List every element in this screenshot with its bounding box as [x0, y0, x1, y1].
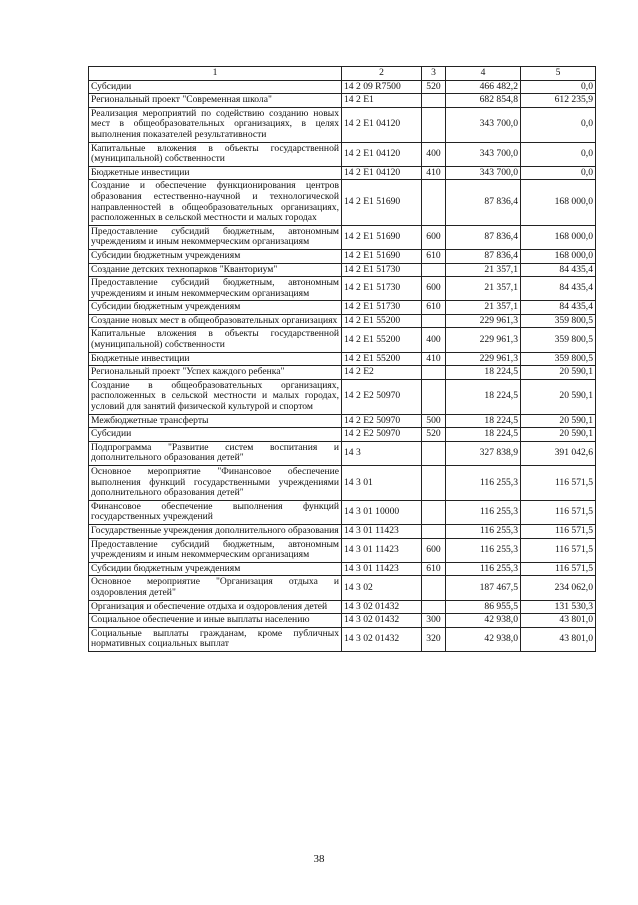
- table-row: [89, 576, 596, 600]
- row-name: Реализация мероприятий по содействию созданию новых мест в общеобразовательных организациях, в целях выполнения показателей результативности: [89, 107, 342, 142]
- table-row: [89, 166, 596, 180]
- row-value-year-1: 87 836,4: [446, 225, 521, 249]
- row-value-year-2: 20 590,1: [521, 428, 596, 442]
- row-value-year-2: 0,0: [521, 142, 596, 166]
- row-value-year-2: 359 800,5: [521, 328, 596, 352]
- row-expense-type: 520: [422, 428, 446, 442]
- row-name: Региональный проект "Успех каждого ребенка": [89, 366, 342, 380]
- row-code: 14 2 E1 55200: [342, 314, 422, 328]
- row-name: Субсидии: [89, 428, 342, 442]
- row-code: 14 3 01 10000: [342, 500, 422, 524]
- row-value-year-1: 116 255,3: [446, 562, 521, 576]
- row-expense-type: 600: [422, 225, 446, 249]
- header-col-4: 4: [446, 67, 521, 81]
- row-code: 14 3 01 11423: [342, 538, 422, 562]
- row-name: Межбюджетные трансферты: [89, 414, 342, 428]
- row-value-year-1: 18 224,5: [446, 414, 521, 428]
- row-name: Организация и обеспечение отдыха и оздоровления детей: [89, 600, 342, 614]
- row-name: Основное мероприятие "Организация отдыха и оздоровления детей": [89, 576, 342, 600]
- page-number: 38: [313, 853, 325, 865]
- table-row: [89, 379, 596, 414]
- row-name: Создание в общеобразовательных организациях, расположенных в сельской местности и малых городах, условий для занятий физической культурой и спортом: [89, 379, 342, 414]
- row-expense-type: 600: [422, 538, 446, 562]
- row-value-year-1: 343 700,0: [446, 107, 521, 142]
- row-value-year-2: 359 800,5: [521, 352, 596, 366]
- row-value-year-1: 682 854,8: [446, 94, 521, 108]
- row-name: Основное мероприятие "Финансовое обеспечение выполнения функций государственными учреждениями дополнительного образования детей": [89, 466, 342, 501]
- row-code: 14 2 E2 50970: [342, 428, 422, 442]
- row-code: 14 2 E1 04120: [342, 107, 422, 142]
- row-value-year-2: 612 235,9: [521, 94, 596, 108]
- row-name: Подпрограмма "Развитие систем воспитания и дополнительного образования детей": [89, 441, 342, 465]
- header-col-2: 2: [342, 67, 422, 81]
- row-value-year-1: 116 255,3: [446, 538, 521, 562]
- row-code: 14 3 01 11423: [342, 562, 422, 576]
- row-value-year-2: 116 571,5: [521, 466, 596, 501]
- row-value-year-2: 234 062,0: [521, 576, 596, 600]
- row-value-year-2: 116 571,5: [521, 524, 596, 538]
- table-row: [89, 80, 596, 94]
- row-value-year-2: 20 590,1: [521, 379, 596, 414]
- row-value-year-1: 18 224,5: [446, 428, 521, 442]
- row-expense-type: 600: [422, 277, 446, 301]
- row-value-year-2: 43 801,0: [521, 627, 596, 651]
- table-row: [89, 142, 596, 166]
- row-expense-type: 410: [422, 352, 446, 366]
- row-value-year-2: 84 435,4: [521, 277, 596, 301]
- table-row: [89, 627, 596, 651]
- row-value-year-1: 466 482,2: [446, 80, 521, 94]
- row-expense-type: 520: [422, 80, 446, 94]
- row-expense-type: [422, 500, 446, 524]
- row-expense-type: [422, 466, 446, 501]
- row-code: 14 2 E1 51730: [342, 263, 422, 277]
- row-code: 14 2 E1: [342, 94, 422, 108]
- row-value-year-2: 84 435,4: [521, 263, 596, 277]
- row-value-year-2: 20 590,1: [521, 366, 596, 380]
- row-value-year-2: 168 000,0: [521, 249, 596, 263]
- row-code: 14 2 E2 50970: [342, 379, 422, 414]
- row-expense-type: 300: [422, 614, 446, 628]
- table-row: [89, 314, 596, 328]
- table-row: [89, 277, 596, 301]
- row-value-year-1: 116 255,3: [446, 500, 521, 524]
- row-name: Бюджетные инвестиции: [89, 352, 342, 366]
- row-code: 14 3 02 01432: [342, 600, 422, 614]
- row-value-year-2: 0,0: [521, 166, 596, 180]
- row-expense-type: 400: [422, 142, 446, 166]
- row-expense-type: 410: [422, 166, 446, 180]
- row-value-year-2: 116 571,5: [521, 538, 596, 562]
- row-value-year-1: 21 357,1: [446, 301, 521, 315]
- row-value-year-1: 229 961,3: [446, 314, 521, 328]
- row-value-year-2: 43 801,0: [521, 614, 596, 628]
- row-code: 14 2 E1 04120: [342, 142, 422, 166]
- row-expense-type: 500: [422, 414, 446, 428]
- table-row: [89, 562, 596, 576]
- table-row: [89, 249, 596, 263]
- row-name: Создание детских технопарков "Кванториум": [89, 263, 342, 277]
- row-name: Социальное обеспечение и иные выплаты населению: [89, 614, 342, 628]
- table-row: [89, 263, 596, 277]
- table-row: [89, 107, 596, 142]
- row-value-year-2: 0,0: [521, 80, 596, 94]
- row-code: 14 3 01 11423: [342, 524, 422, 538]
- row-value-year-2: 116 571,5: [521, 500, 596, 524]
- row-code: 14 2 E1 51690: [342, 225, 422, 249]
- table-row: [89, 414, 596, 428]
- row-value-year-1: 42 938,0: [446, 627, 521, 651]
- table-row: [89, 352, 596, 366]
- row-value-year-1: 116 255,3: [446, 466, 521, 501]
- row-value-year-1: 87 836,4: [446, 249, 521, 263]
- row-value-year-1: 343 700,0: [446, 142, 521, 166]
- row-value-year-1: 116 255,3: [446, 524, 521, 538]
- row-value-year-1: 343 700,0: [446, 166, 521, 180]
- row-expense-type: 610: [422, 562, 446, 576]
- table-row: [89, 94, 596, 108]
- row-name: Предоставление субсидий бюджетным, автономным учреждениям и иным некоммерческим организациям: [89, 538, 342, 562]
- row-expense-type: [422, 524, 446, 538]
- row-code: 14 2 E1 04120: [342, 166, 422, 180]
- row-expense-type: 320: [422, 627, 446, 651]
- row-expense-type: [422, 314, 446, 328]
- row-name: Предоставление субсидий бюджетным, автономным учреждениям и иным некоммерческим организациям: [89, 277, 342, 301]
- row-value-year-2: 391 042,6: [521, 441, 596, 465]
- row-name: Капитальные вложения в объекты государственной (муниципальной) собственности: [89, 142, 342, 166]
- row-value-year-1: 21 357,1: [446, 263, 521, 277]
- row-value-year-1: 86 955,5: [446, 600, 521, 614]
- row-value-year-2: 0,0: [521, 107, 596, 142]
- row-code: 14 2 E1 51730: [342, 277, 422, 301]
- table-row: [89, 366, 596, 380]
- row-expense-type: [422, 94, 446, 108]
- row-code: 14 2 E1 51730: [342, 301, 422, 315]
- table-row: [89, 500, 596, 524]
- row-name: Финансовое обеспечение выполнения функций государственных учреждений: [89, 500, 342, 524]
- row-value-year-1: 87 836,4: [446, 180, 521, 225]
- row-expense-type: [422, 107, 446, 142]
- row-value-year-1: 229 961,3: [446, 352, 521, 366]
- row-expense-type: [422, 441, 446, 465]
- row-value-year-1: 21 357,1: [446, 277, 521, 301]
- row-value-year-1: 327 838,9: [446, 441, 521, 465]
- row-name: Субсидии бюджетным учреждениям: [89, 562, 342, 576]
- row-expense-type: [422, 600, 446, 614]
- header-col-3: 3: [422, 67, 446, 81]
- row-value-year-2: 131 530,3: [521, 600, 596, 614]
- table-header-row: [89, 67, 596, 81]
- table-row: [89, 328, 596, 352]
- row-name: Субсидии: [89, 80, 342, 94]
- row-name: Субсидии бюджетным учреждениям: [89, 249, 342, 263]
- row-code: 14 3 02: [342, 576, 422, 600]
- row-value-year-2: 116 571,5: [521, 562, 596, 576]
- row-code: 14 2 E1 51690: [342, 180, 422, 225]
- row-value-year-2: 168 000,0: [521, 180, 596, 225]
- row-expense-type: 610: [422, 249, 446, 263]
- row-value-year-1: 18 224,5: [446, 379, 521, 414]
- row-name: Социальные выплаты гражданам, кроме публичных нормативных социальных выплат: [89, 627, 342, 651]
- row-value-year-2: 168 000,0: [521, 225, 596, 249]
- row-code: 14 3 01: [342, 466, 422, 501]
- row-expense-type: [422, 366, 446, 380]
- row-code: 14 3 02 01432: [342, 627, 422, 651]
- row-name: Создание новых мест в общеобразовательных организациях: [89, 314, 342, 328]
- row-expense-type: [422, 576, 446, 600]
- row-name: Субсидии бюджетным учреждениям: [89, 301, 342, 315]
- table-row: [89, 441, 596, 465]
- row-value-year-2: 20 590,1: [521, 414, 596, 428]
- table-row: [89, 600, 596, 614]
- table-row: [89, 225, 596, 249]
- row-code: 14 2 E2 50970: [342, 414, 422, 428]
- table-row: [89, 428, 596, 442]
- table-row: [89, 180, 596, 225]
- row-expense-type: 400: [422, 328, 446, 352]
- row-name: Бюджетные инвестиции: [89, 166, 342, 180]
- row-value-year-2: 84 435,4: [521, 301, 596, 315]
- row-code: 14 2 E1 55200: [342, 328, 422, 352]
- row-value-year-1: 18 224,5: [446, 366, 521, 380]
- row-value-year-2: 359 800,5: [521, 314, 596, 328]
- header-col-1: 1: [89, 67, 342, 81]
- table-row: [89, 466, 596, 501]
- row-value-year-1: 229 961,3: [446, 328, 521, 352]
- table-row: [89, 538, 596, 562]
- table-row: [89, 301, 596, 315]
- row-name: Капитальные вложения в объекты государственной (муниципальной) собственности: [89, 328, 342, 352]
- row-name: Региональный проект "Современная школа": [89, 94, 342, 108]
- budget-table: [88, 66, 596, 652]
- row-name: Государственные учреждения дополнительного образования: [89, 524, 342, 538]
- row-expense-type: 610: [422, 301, 446, 315]
- row-value-year-1: 187 467,5: [446, 576, 521, 600]
- row-name: Предоставление субсидий бюджетным, автономным учреждениям и иным некоммерческим организациям: [89, 225, 342, 249]
- row-expense-type: [422, 263, 446, 277]
- row-code: 14 2 E1 51690: [342, 249, 422, 263]
- row-value-year-1: 42 938,0: [446, 614, 521, 628]
- row-code: 14 3: [342, 441, 422, 465]
- header-col-5: 5: [521, 67, 596, 81]
- row-code: 14 2 E2: [342, 366, 422, 380]
- row-code: 14 2 09 R7500: [342, 80, 422, 94]
- table-row: [89, 524, 596, 538]
- row-code: 14 3 02 01432: [342, 614, 422, 628]
- row-expense-type: [422, 180, 446, 225]
- row-name: Создание и обеспечение функционирования центров образования естественно-научной и технологической направленностей в общеобразовательных организациях, расположенных в сельской местности и малых городах: [89, 180, 342, 225]
- row-expense-type: [422, 379, 446, 414]
- row-code: 14 2 E1 55200: [342, 352, 422, 366]
- table-row: [89, 614, 596, 628]
